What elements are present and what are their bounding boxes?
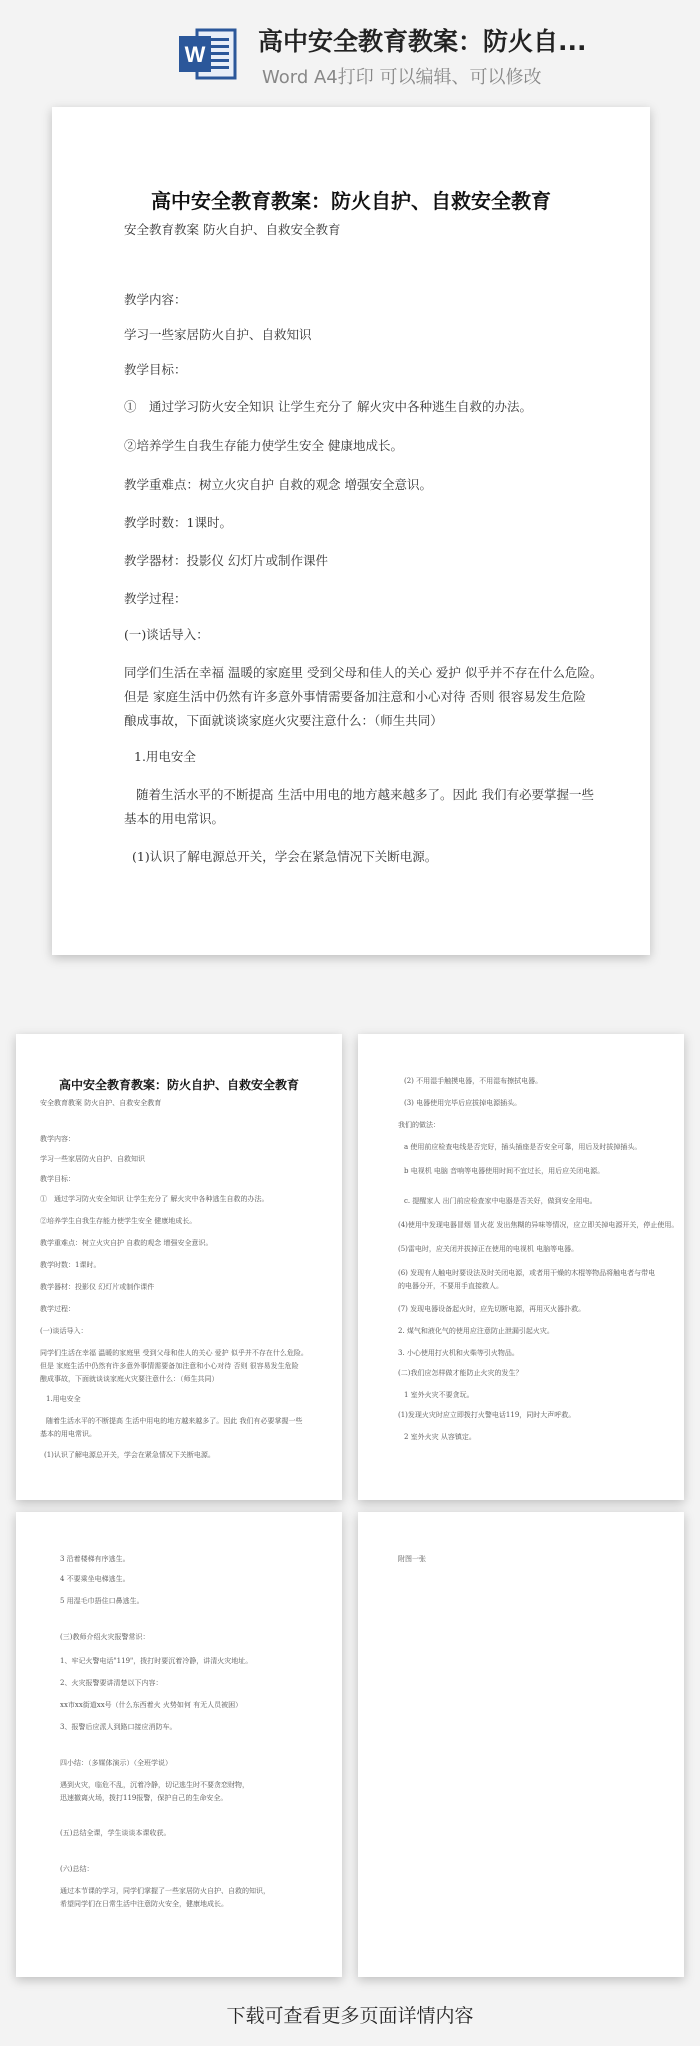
- header-title: 高中安全教育教案：防火自...: [258, 27, 587, 56]
- thumb-line: 教学目标：: [40, 1175, 75, 1183]
- doc-line: 教学过程：: [124, 591, 187, 606]
- thumb-line: 的电器分开，不要用手直接救人。: [398, 1282, 503, 1290]
- thumb-line: 基本的用电常识。: [40, 1430, 96, 1438]
- thumb-line: (4)使用中发现电器冒烟 冒火花 发出焦糊的异味等情况，应立即关掉电源开关，停止使用。: [398, 1221, 679, 1229]
- header-subtitle: Word A4打印 可以编辑、可以修改: [262, 67, 542, 88]
- thumb-line: (三)教师介绍火灾报警常识：: [60, 1633, 150, 1641]
- thumb-line: a 使用前应检查电线是否完好，插头插座是否安全可靠，用后及时拔掉插头。: [404, 1143, 642, 1151]
- thumb-line: 通过本节课的学习，同学们掌握了一些家居防火自护、自救的知识，: [60, 1887, 270, 1895]
- thumb-line: (六)总结：: [60, 1865, 94, 1873]
- thumb-line: 我们的做法：: [398, 1121, 440, 1129]
- thumb-line: 酿成事故，下面就谈谈家庭火灾要注意什么：（师生共同）: [40, 1375, 219, 1383]
- thumbnail-page-4[interactable]: [358, 1512, 684, 1977]
- thumbnail-title: 高中安全教育教案：防火自护、自救安全教育: [58, 1078, 299, 1092]
- thumb-line: 教学器材：投影仪 幻灯片或制作课件: [40, 1283, 155, 1291]
- doc-line: 1.用电安全: [134, 749, 196, 764]
- doc-line: 随着生活水平的不断提高 生活中用电的地方越来越多了。因此 我们有必要掌握一些: [136, 787, 594, 802]
- doc-line: ① 通过学习防火安全知识 让学生充分了 解火灾中各种逃生自救的办法。: [124, 399, 532, 414]
- thumb-line: ②培养学生自我生存能力使学生安全 健康地成长。: [40, 1217, 197, 1225]
- thumb-line: 1 室外火灾不要贪玩。: [404, 1391, 474, 1399]
- doc-line: 教学内容：: [124, 292, 187, 307]
- thumb-line: 但是 家庭生活中仍然有许多意外事情需要备加注意和小心对待 否则 很容易发生危险: [40, 1362, 299, 1370]
- thumb-line: (3) 电器使用完毕后应拔掉电源插头。: [404, 1099, 522, 1107]
- thumb-line: 随着生活水平的不断提高 生活中用电的地方越来越多了。因此 我们有必要掌握一些: [46, 1417, 303, 1425]
- thumb-line: 1.用电安全: [46, 1395, 81, 1403]
- thumb-line: (5)雷电时，应关闭并拔掉正在使用的电视机 电脑等电器。: [398, 1245, 579, 1253]
- doc-line: (1)认识了解电源总开关，学会在紧急情况下关断电源。: [132, 849, 438, 864]
- thumb-line: 教学过程：: [40, 1305, 75, 1313]
- thumb-line: 3、报警后应派人到路口接应消防车。: [60, 1723, 177, 1731]
- thumb-line: 同学们生活在幸福 温暖的家庭里 受到父母和佳人的关心 爱护 似乎并不存在什么危险。: [40, 1349, 308, 1357]
- document-preview-page[interactable]: [52, 107, 650, 955]
- thumb-line: 3. 小心使用打火机和火柴等引火物品。: [398, 1349, 519, 1357]
- thumb-line: b 电视机 电脑 音响等电器使用时间不宜过长，用后应关闭电源。: [404, 1167, 605, 1175]
- doc-line: (一)谈话导入：: [124, 627, 209, 642]
- thumb-line: (一)谈话导入：: [40, 1327, 88, 1335]
- thumbnail-page-2[interactable]: [358, 1034, 684, 1500]
- thumb-line: (二)我们应怎样做才能防止火灾的发生？: [398, 1369, 523, 1377]
- thumbnail-page-3[interactable]: [16, 1512, 342, 1977]
- document-title: 高中安全教育教案：防火自护、自救安全教育: [151, 189, 551, 213]
- thumb-line: 学习一些家居防火自护、自救知识: [40, 1155, 145, 1163]
- doc-line: 教学器材：投影仪 幻灯片或制作课件: [124, 553, 328, 568]
- thumb-line: 2. 煤气和液化气的使用应注意防止泄漏引起火灾。: [398, 1327, 554, 1335]
- thumb-line: c. 提醒家人 出门前应检查家中电器是否关好，做到安全用电。: [404, 1197, 597, 1205]
- thumb-line: (1)发现火灾时应立即拨打火警电话119，同时大声呼救。: [398, 1411, 576, 1419]
- thumb-line: 2、火灾报警要讲清楚以下内容：: [60, 1679, 163, 1687]
- thumb-line: (7) 发现电器设备起火时，应先切断电源，再用灭火器扑救。: [398, 1305, 586, 1313]
- doc-line: 教学目标：: [124, 362, 187, 377]
- word-icon: [175, 22, 239, 86]
- thumb-line: 教学重难点：树立火灾自护 自救的观念 增强安全意识。: [40, 1239, 213, 1247]
- doc-line: 学习一些家居防火自护、自救知识: [124, 327, 312, 342]
- download-more-link[interactable]: 下载可查看更多页面详情内容: [226, 2005, 474, 2027]
- thumb-line: 安全教育教案 防火自护、自救安全教育: [40, 1099, 162, 1107]
- thumb-line: (五)总结全课，学生谈谈本课收获。: [60, 1829, 171, 1837]
- thumb-line: 附图一张: [398, 1555, 426, 1563]
- doc-subtitle: 安全教育教案 防火自护、自救安全教育: [124, 222, 341, 237]
- thumb-line: 5 用湿毛巾捂住口鼻逃生。: [60, 1597, 144, 1605]
- thumb-line: ① 通过学习防火安全知识 让学生充分了 解火灾中各种逃生自救的办法。: [40, 1195, 269, 1203]
- thumb-line: 3 沿着楼梯有序逃生。: [60, 1555, 130, 1563]
- svg-text:W: W: [184, 42, 206, 67]
- thumb-line: 4 不要乘坐电梯逃生。: [60, 1575, 130, 1583]
- thumb-line: 遇到火灾，临危不乱，沉着冷静，切记逃生时不要贪恋财物，: [60, 1781, 249, 1789]
- doc-line: 教学重难点：树立火灾自护 自救的观念 增强安全意识。: [124, 477, 432, 492]
- thumb-line: 1、牢记火警电话"119"，拨打时要沉着冷静，讲清火灾地址。: [60, 1657, 253, 1665]
- thumb-line: 2 室外火灾 从容镇定。: [404, 1433, 476, 1441]
- thumb-line: (1)认识了解电源总开关，学会在紧急情况下关断电源。: [44, 1451, 215, 1459]
- thumbnail-page-1[interactable]: [16, 1034, 342, 1500]
- thumb-line: 教学内容：: [40, 1135, 75, 1143]
- thumb-line: 迅速撤离火场，拨打119报警，保护自己的生命安全。: [60, 1794, 228, 1802]
- thumb-line: 希望同学们在日常生活中注意防火安全，健康地成长。: [60, 1900, 228, 1908]
- doc-line: 基本的用电常识。: [124, 811, 225, 826]
- doc-line: 但是 家庭生活中仍然有许多意外事情需要备加注意和小心对待 否则 很容易发生危险: [124, 689, 586, 704]
- thumb-line: (2) 不用湿手触摸电器，不用湿布擦拭电器。: [404, 1077, 543, 1085]
- thumb-line: xx市xx街道xx号（什么东西着火 火势如何 有无人员被困）: [60, 1701, 243, 1709]
- doc-line: ②培养学生自我生存能力使学生安全 健康地成长。: [124, 438, 403, 453]
- thumb-line: 四小结：（多媒体演示）（全班学说）: [60, 1759, 172, 1767]
- thumb-line: 教学时数：1课时。: [40, 1261, 101, 1269]
- thumb-line: (6) 发现有人触电时要设法及时关闭电源，或者用干燥的木棍等物品将触电者与带电: [398, 1269, 656, 1277]
- doc-line: 同学们生活在幸福 温暖的家庭里 受到父母和佳人的关心 爱护 似乎并不存在什么危险。: [124, 665, 603, 680]
- doc-line: 教学时数：1课时。: [124, 515, 232, 530]
- doc-line: 酿成事故，下面就谈谈家庭火灾要注意什么：（师生共同）: [124, 713, 443, 728]
- header: [0, 0, 700, 100]
